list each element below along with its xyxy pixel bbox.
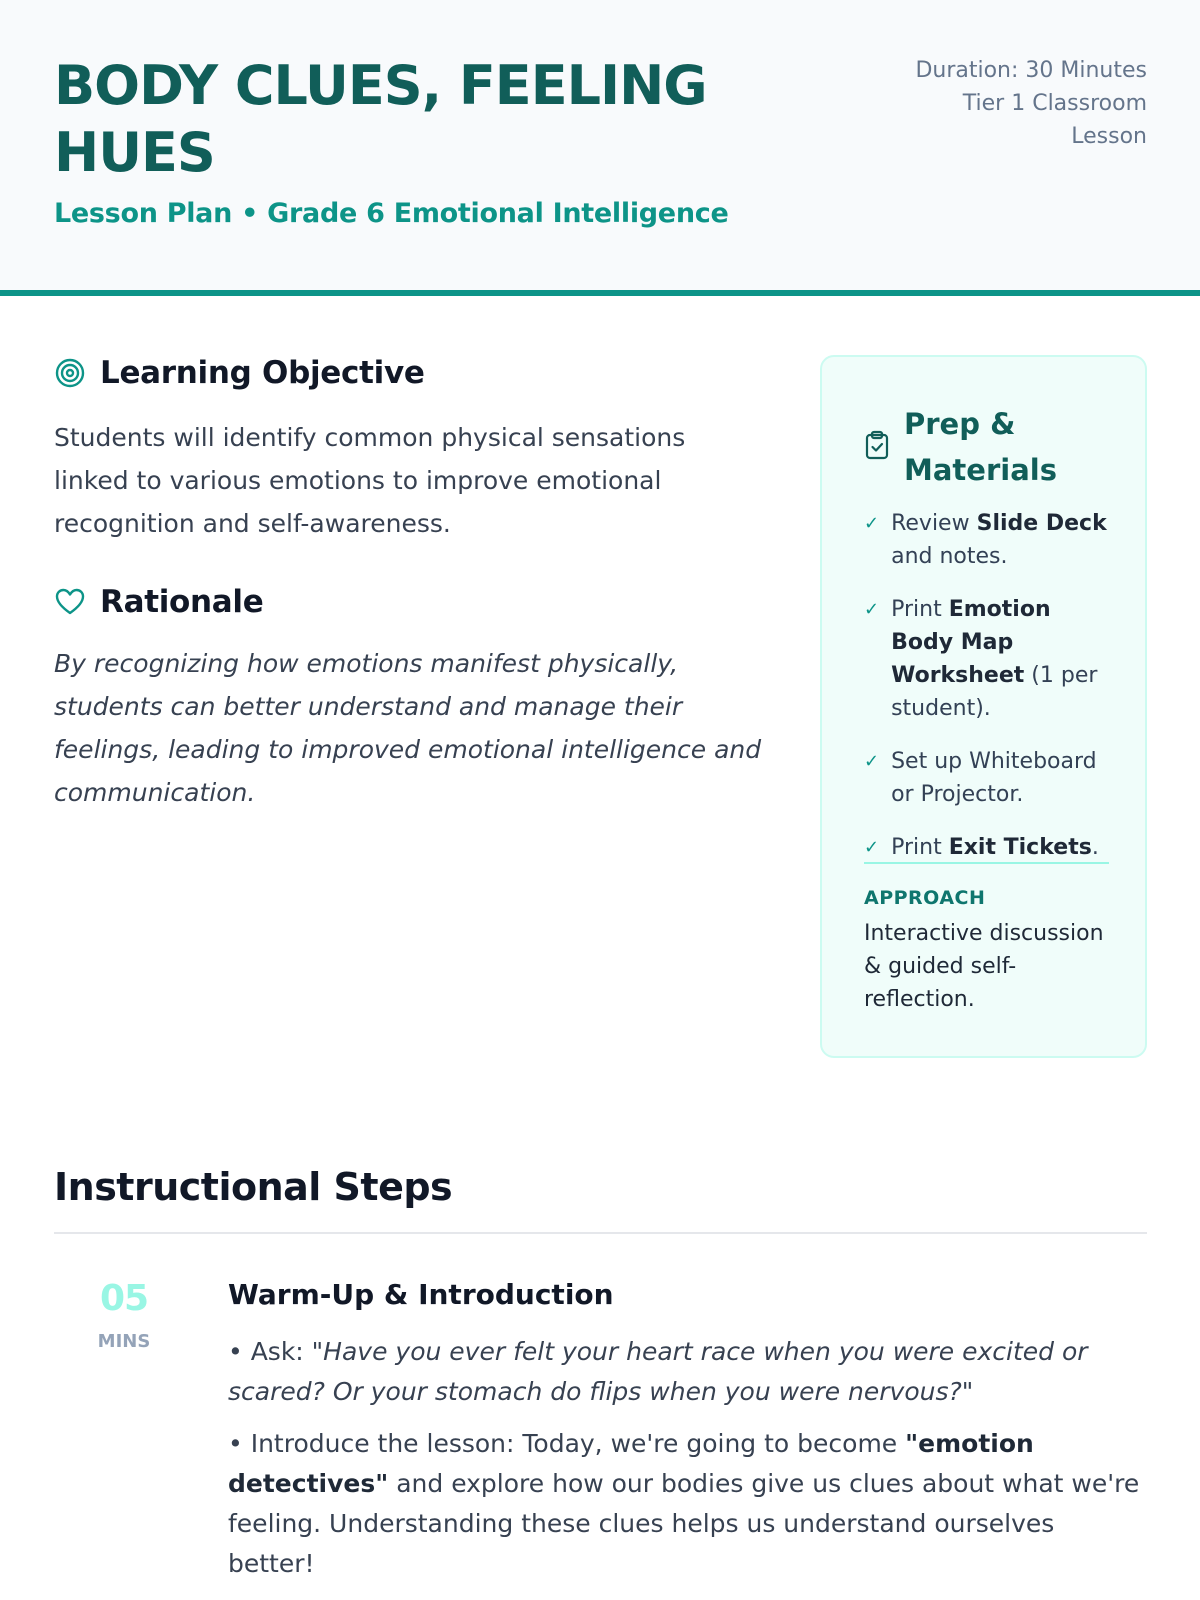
list-item: ✓ Review Slide Deck and notes.: [864, 507, 1114, 573]
list-item: ✓ Print Exit Tickets.: [864, 831, 1114, 864]
lesson-header: [0, 0, 1200, 296]
lesson-subtitle: Lesson Plan • Grade 6 Emotional Intelligence: [54, 198, 729, 229]
materials-title: Prep & Materials: [904, 407, 1057, 487]
check-icon: ✓: [864, 599, 880, 620]
rationale-title: Rationale: [100, 584, 264, 620]
materials-list: [864, 507, 1114, 884]
rationale-heading: [54, 584, 263, 620]
step-duration: [94, 1278, 154, 1352]
objective-heading: [54, 355, 425, 391]
check-icon: ✓: [864, 513, 880, 534]
meta-tier: Tier 1 Classroom Lesson: [962, 91, 1147, 149]
steps-divider: [54, 1232, 1147, 1234]
approach-text: Interactive discussion & guided self-reflection.: [864, 921, 1104, 1012]
check-icon: ✓: [864, 837, 880, 858]
list-item: ✓ Set up Whiteboard or Projector.: [864, 745, 1114, 811]
objective-title: Learning Objective: [100, 355, 425, 391]
rationale-text: By recognizing how emotions manifest physically, students can better understand and manage their feelings, leading to improved emotional intelligence and communication.: [54, 649, 762, 807]
step-title: Warm-Up & Introduction: [228, 1278, 614, 1311]
heart-icon: [54, 586, 86, 618]
materials-heading: [864, 401, 1104, 493]
target-icon: [54, 357, 86, 389]
approach-label: APPROACH: [864, 887, 986, 909]
objective-text: Students will identify common physical sensations linked to various emotions to improve emotional recognition and self-awareness.: [54, 423, 686, 538]
list-item: ✓ Print Emotion Body Map Worksheet (1 per student).: [864, 593, 1114, 725]
step-minutes: 05: [99, 1278, 149, 1319]
steps-title: Instructional Steps: [54, 1165, 453, 1209]
step-intro: • Introduce the lesson: Today, we're going to become "emotion detectives" and explore how our bodies give us clues about what we're feeling. Understanding these clues helps us understand ourselves better!: [228, 1429, 1140, 1578]
step-body: [228, 1332, 1148, 1596]
materials-card: [820, 355, 1147, 1058]
step-ask: • Ask: "Have you ever felt your heart race when you were excited or scared? Or your stomach do flips when you were nervous?": [228, 1337, 1088, 1406]
card-divider: [864, 862, 1109, 864]
lesson-meta: [887, 54, 1147, 153]
meta-duration: Duration: 30 Minutes: [915, 58, 1147, 83]
step-minutes-unit: MINS: [97, 1331, 151, 1352]
clipboard-check-icon: [864, 430, 890, 465]
check-icon: ✓: [864, 751, 880, 772]
lesson-title: BODY CLUES, FEELING HUES: [54, 54, 707, 184]
